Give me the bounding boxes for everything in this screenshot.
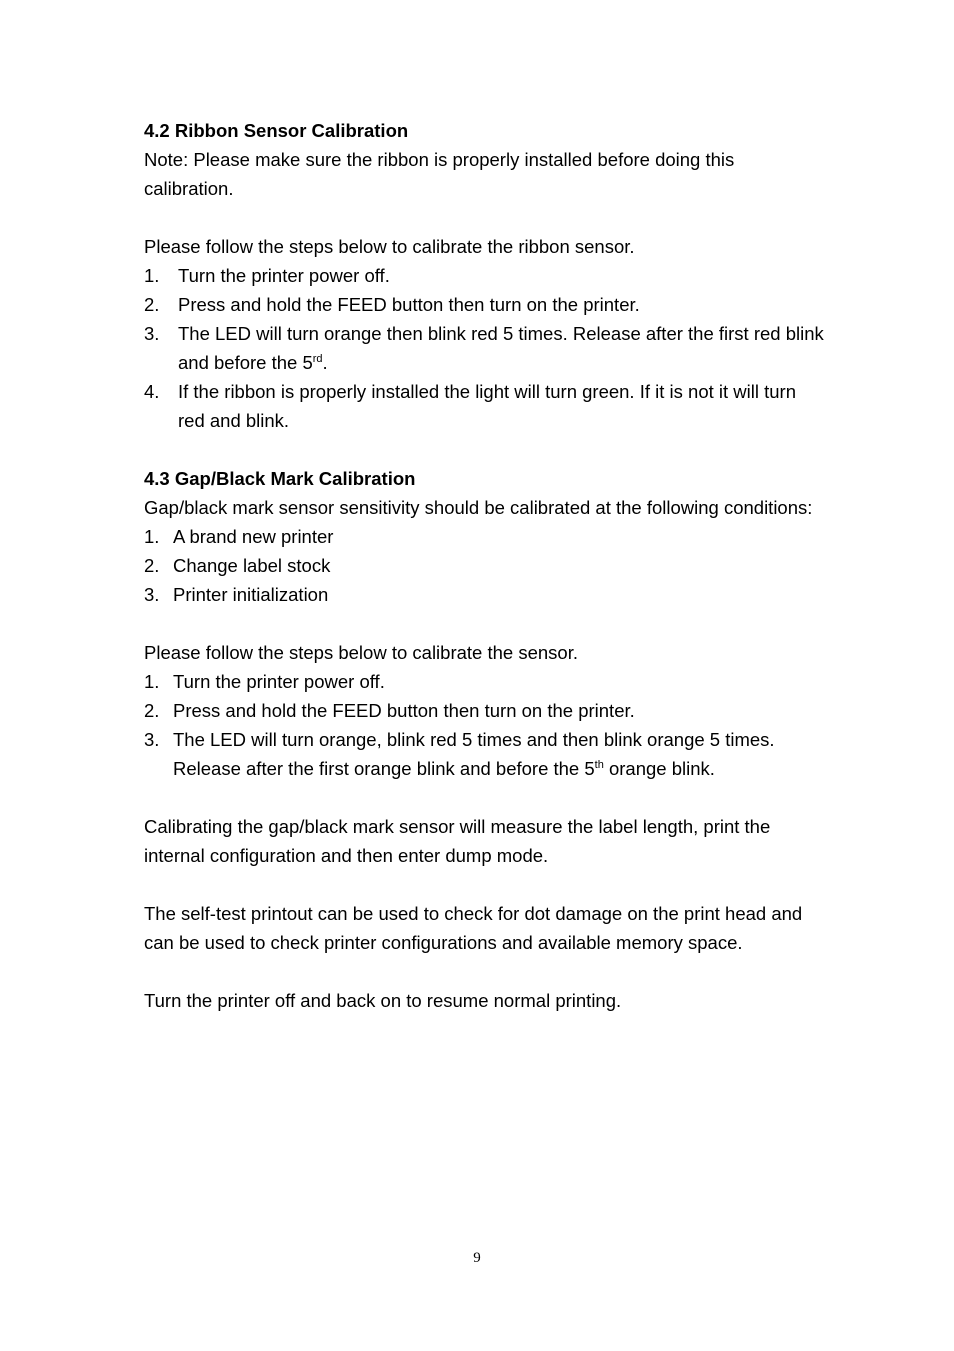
spacer (144, 609, 824, 638)
ordinal-superscript: rd (312, 353, 323, 365)
list-item-text: The LED will turn orange then blink red 5 times. Release after the first red blink and before the 5 (178, 323, 824, 373)
section-heading-gap-black-mark: 4.3 Gap/Black Mark Calibration (144, 468, 416, 489)
list-number: 1. (144, 671, 160, 692)
list-item-text: Turn the printer power off. (173, 671, 385, 692)
list-item (144, 667, 824, 696)
list-item (144, 696, 824, 725)
list-item-text: Printer initialization (173, 584, 329, 605)
ribbon-steps-intro: Please follow the steps below to calibrate the ribbon sensor. (144, 236, 635, 257)
spacer (144, 957, 824, 986)
list-item-text: Press and hold the FEED button then turn on the printer. (178, 294, 640, 315)
spacer (144, 435, 824, 464)
calibrating-paragraph: Calibrating the gap/black mark sensor will measure the label length, print the internal configuration and then enter dump mode. (144, 816, 771, 866)
list-item-text: Change label stock (173, 555, 331, 576)
list-item (144, 725, 824, 783)
gap-conditions-list (144, 522, 824, 609)
list-item-text: Turn the printer power off. (178, 265, 390, 286)
gap-steps-list (144, 667, 824, 783)
list-item-text: A brand new printer (173, 526, 334, 547)
gap-steps-intro: Please follow the steps below to calibrate the sensor. (144, 642, 578, 663)
list-item-text: Press and hold the FEED button then turn on the printer. (173, 700, 635, 721)
resume-paragraph: Turn the printer off and back on to resume normal printing. (144, 990, 622, 1011)
list-item (144, 261, 824, 290)
list-item (144, 522, 824, 551)
list-number: 3. (144, 729, 160, 750)
list-number: 2. (144, 294, 160, 315)
ribbon-note: Note: Please make sure the ribbon is properly installed before doing this calibration. (144, 149, 735, 199)
gap-conditions-intro: Gap/black mark sensor sensitivity should be calibrated at the following conditions: (144, 497, 813, 518)
list-item-text-end: . (322, 352, 328, 373)
list-number: 4. (144, 381, 160, 402)
section-heading-ribbon: 4.2 Ribbon Sensor Calibration (144, 120, 409, 141)
list-number: 3. (144, 584, 160, 605)
list-number: 2. (144, 555, 160, 576)
ordinal-superscript: th (594, 759, 604, 771)
spacer (144, 203, 824, 232)
list-item (144, 319, 824, 377)
list-item (144, 551, 824, 580)
document-body (144, 116, 824, 1015)
spacer (144, 783, 824, 812)
list-item-text: The LED will turn orange, blink red 5 times and then blink orange 5 times. Release after the first orange blink and before the 5 (173, 729, 775, 779)
self-test-paragraph: The self-test printout can be used to check for dot damage on the print head and can be used to check printer configurations and available memory space. (144, 903, 803, 953)
list-item-text: If the ribbon is properly installed the light will turn green. If it is not it will turn red and blink. (178, 381, 796, 431)
list-item-text-end: orange blink. (603, 758, 715, 779)
spacer (144, 870, 824, 899)
page-number: 9 (473, 1250, 481, 1266)
list-number: 2. (144, 700, 160, 721)
list-number: 1. (144, 526, 160, 547)
list-item (144, 580, 824, 609)
list-item (144, 290, 824, 319)
list-number: 1. (144, 265, 160, 286)
ribbon-steps-list (144, 261, 824, 435)
list-number: 3. (144, 323, 160, 344)
list-item (144, 377, 824, 435)
